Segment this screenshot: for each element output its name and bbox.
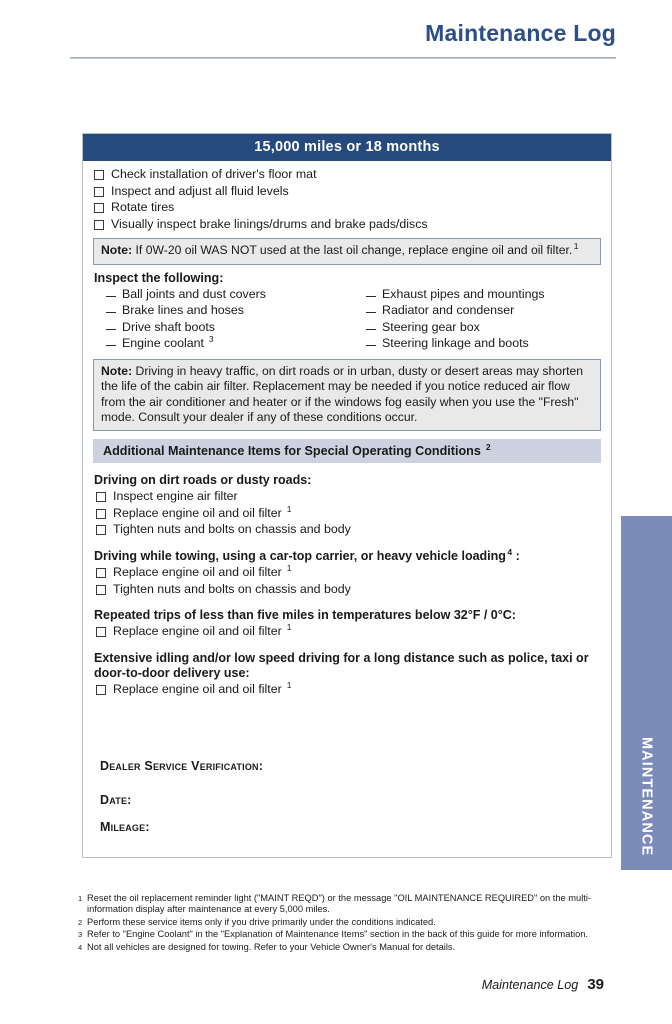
page-number: 39 xyxy=(587,976,604,993)
condition-group-title: Extensive idling and/or low speed driving for a long distance such as police, taxi or door-to-door delivery use: xyxy=(94,650,589,680)
condition-checklist xyxy=(94,624,602,640)
list-item-label: Visually inspect brake linings/drums and brake pads/discs xyxy=(111,216,428,231)
special-conditions-groups xyxy=(92,473,602,697)
checkbox-icon[interactable] xyxy=(94,203,104,213)
footnote-ref: 1 xyxy=(286,503,292,514)
checklist-item[interactable] xyxy=(92,200,602,216)
inspect-list-right xyxy=(360,287,602,352)
inspect-item[interactable] xyxy=(360,303,602,319)
maintenance-interval-card xyxy=(82,133,612,858)
checkbox-icon[interactable] xyxy=(94,170,104,180)
list-item-label: Tighten nuts and bolts on chassis and body xyxy=(113,522,351,537)
page-footer-section: Maintenance Log xyxy=(481,978,579,992)
blank-line-icon[interactable] xyxy=(106,345,116,346)
inspect-heading: Inspect the following: xyxy=(94,270,224,285)
condition-group-title: Repeated trips of less than five miles in temperatures below 32°F / 0°C: xyxy=(94,608,516,623)
footnote-number: 1 xyxy=(78,894,83,903)
list-item-label: Replace engine oil and oil filter $^1$ xyxy=(113,679,292,696)
list-item-label: Steering gear box xyxy=(382,319,480,334)
note-cabin-label: Note: xyxy=(101,364,133,379)
checklist-item[interactable] xyxy=(92,167,602,183)
blank-line-icon[interactable] xyxy=(366,296,376,297)
list-item-label: Inspect engine air filter xyxy=(113,489,238,504)
checkbox-icon[interactable] xyxy=(96,685,106,695)
footnotes xyxy=(78,893,608,954)
inspect-item[interactable] xyxy=(360,287,602,303)
checklist-item[interactable] xyxy=(94,624,602,640)
footnote-number: 3 xyxy=(78,930,83,940)
additional-items-banner xyxy=(93,439,601,463)
condition-group-title: Driving while towing, using a car-top carrier, or heavy vehicle loading $^4$ : xyxy=(94,546,520,564)
page-title: Maintenance Log xyxy=(425,20,616,46)
condition-group xyxy=(94,473,602,538)
footnote-text: Not all vehicles are designed for towing. Refer to your Vehicle Owner's Manual for details. xyxy=(87,941,456,952)
title-divider xyxy=(70,57,616,59)
inspect-columns xyxy=(92,287,602,353)
note-oil xyxy=(93,238,601,264)
inspect-item[interactable] xyxy=(100,336,342,352)
inspect-item[interactable] xyxy=(100,303,342,319)
list-item-label: Rotate tires xyxy=(111,200,175,215)
dealer-service-verification xyxy=(100,759,602,834)
checklist-item[interactable] xyxy=(92,217,602,233)
blank-line-icon[interactable] xyxy=(106,296,116,297)
blank-line-icon[interactable] xyxy=(106,312,116,313)
footnote-text: Reset the oil replacement reminder light ("MAINT REQD") or the message "OIL MAINTENANCE REQUIRED" on the multi-information display after maintenance at every 5,000 miles. xyxy=(87,893,592,915)
condition-group xyxy=(94,651,602,698)
footnote-text: Perform these service items only if you drive primarily under the conditions indicated. xyxy=(87,916,436,927)
footnote-number: 4 xyxy=(78,942,83,952)
section-side-tab xyxy=(621,516,672,870)
list-item-label: Ball joints and dust covers xyxy=(122,286,266,301)
note-cabin-text: Driving in heavy traffic, on dirt roads or in urban, dusty or desert areas may shorten the life of the cabin air filter. Replacement may be needed if you notice reduced air flow from the air conditioner and heater or if the windows fog easily when you use the "Fresh" mode. Consult your dealer if any of these conditions occur. xyxy=(101,364,584,424)
checkbox-icon[interactable] xyxy=(94,187,104,197)
checkbox-icon[interactable] xyxy=(96,492,106,502)
checklist-item[interactable] xyxy=(94,582,602,598)
blank-line-icon[interactable] xyxy=(366,345,376,346)
page-footer xyxy=(482,976,604,993)
inspect-column-left xyxy=(92,287,342,353)
footnote-ref: 1 xyxy=(286,679,292,690)
list-item-label: Brake lines and hoses xyxy=(122,303,244,318)
dealer-date-label: Date: xyxy=(100,793,132,808)
checklist-item[interactable] xyxy=(94,522,602,538)
checkbox-icon[interactable] xyxy=(96,627,106,637)
footnote-ref: 1 xyxy=(286,562,292,573)
footnote-text: Refer to "Engine Coolant" in the "Explanation of Maintenance Items" section in the back of this guide for more information. xyxy=(87,929,589,940)
condition-checklist xyxy=(94,679,602,698)
condition-checklist xyxy=(94,562,602,597)
inspect-list-left xyxy=(100,287,342,352)
footnote-ref: 4 xyxy=(507,546,513,557)
inspect-item[interactable] xyxy=(360,320,602,336)
blank-line-icon[interactable] xyxy=(366,329,376,330)
checklist-item[interactable] xyxy=(94,679,602,698)
checkbox-icon[interactable] xyxy=(96,585,106,595)
checklist-item[interactable] xyxy=(94,489,602,505)
condition-group-title: Driving on dirt roads or dusty roads: xyxy=(94,473,312,488)
footnote-ref: 3 xyxy=(208,334,214,345)
blank-line-icon[interactable] xyxy=(366,312,376,313)
checklist-item[interactable] xyxy=(92,184,602,200)
list-item-label: Engine coolant $^3$ xyxy=(122,334,214,351)
inspect-item[interactable] xyxy=(100,320,342,336)
list-item-label: Inspect and adjust all fluid levels xyxy=(111,183,289,198)
list-item-label: Replace engine oil and oil filter $^1$ xyxy=(113,503,292,520)
note-oil-footnote-ref: 1 xyxy=(573,241,579,252)
dealer-mileage-label: Mileage: xyxy=(100,820,150,835)
inspect-item[interactable] xyxy=(100,287,342,303)
interval-heading: 15,000 miles or 18 months xyxy=(83,134,611,161)
note-cabin-air-filter xyxy=(93,359,601,431)
checkbox-icon[interactable] xyxy=(96,568,106,578)
footnote-row xyxy=(78,942,608,953)
list-item-label: Replace engine oil and oil filter $^1$ xyxy=(113,562,292,580)
list-item-label: Exhaust pipes and mountings xyxy=(382,286,545,301)
inspect-column-right xyxy=(342,287,602,353)
condition-group xyxy=(94,546,602,597)
condition-group xyxy=(94,608,602,640)
list-item-label: Tighten nuts and bolts on chassis and body xyxy=(113,581,351,596)
checklist-item[interactable] xyxy=(94,503,602,522)
footnote-row xyxy=(78,929,608,940)
footnote-ref: 1 xyxy=(286,622,292,633)
checkbox-icon[interactable] xyxy=(94,220,104,230)
note-oil-text: If 0W-20 oil WAS NOT used at the last oil change, replace engine oil and oil filter. xyxy=(132,243,573,258)
list-item-label: Steering linkage and boots xyxy=(382,336,529,351)
checkbox-icon[interactable] xyxy=(96,509,106,519)
list-item-label: Drive shaft boots xyxy=(122,319,215,334)
note-oil-label: Note: xyxy=(101,243,133,258)
list-item-label: Replace engine oil and oil filter $^1$ xyxy=(113,622,292,639)
list-item-label: Check installation of driver's floor mat xyxy=(111,167,317,181)
interval-checklist xyxy=(92,167,602,232)
footnote-row xyxy=(78,917,608,928)
checklist-item[interactable] xyxy=(94,562,602,581)
checkbox-icon[interactable] xyxy=(96,525,106,535)
card-body xyxy=(83,161,611,857)
footnote-row xyxy=(78,893,608,916)
additional-items-banner-text: Additional Maintenance Items for Special Operating Conditions xyxy=(103,444,485,459)
dealer-verification-label: Dealer Service Verification: xyxy=(100,759,264,774)
blank-line-icon[interactable] xyxy=(106,329,116,330)
footnote-number: 2 xyxy=(78,917,83,927)
section-side-tab-label: MAINTENANCE xyxy=(638,736,655,856)
inspect-item[interactable] xyxy=(360,336,602,352)
additional-items-footnote-ref: 2 xyxy=(485,442,491,453)
condition-checklist xyxy=(94,489,602,538)
list-item-label: Radiator and condenser xyxy=(382,303,515,318)
